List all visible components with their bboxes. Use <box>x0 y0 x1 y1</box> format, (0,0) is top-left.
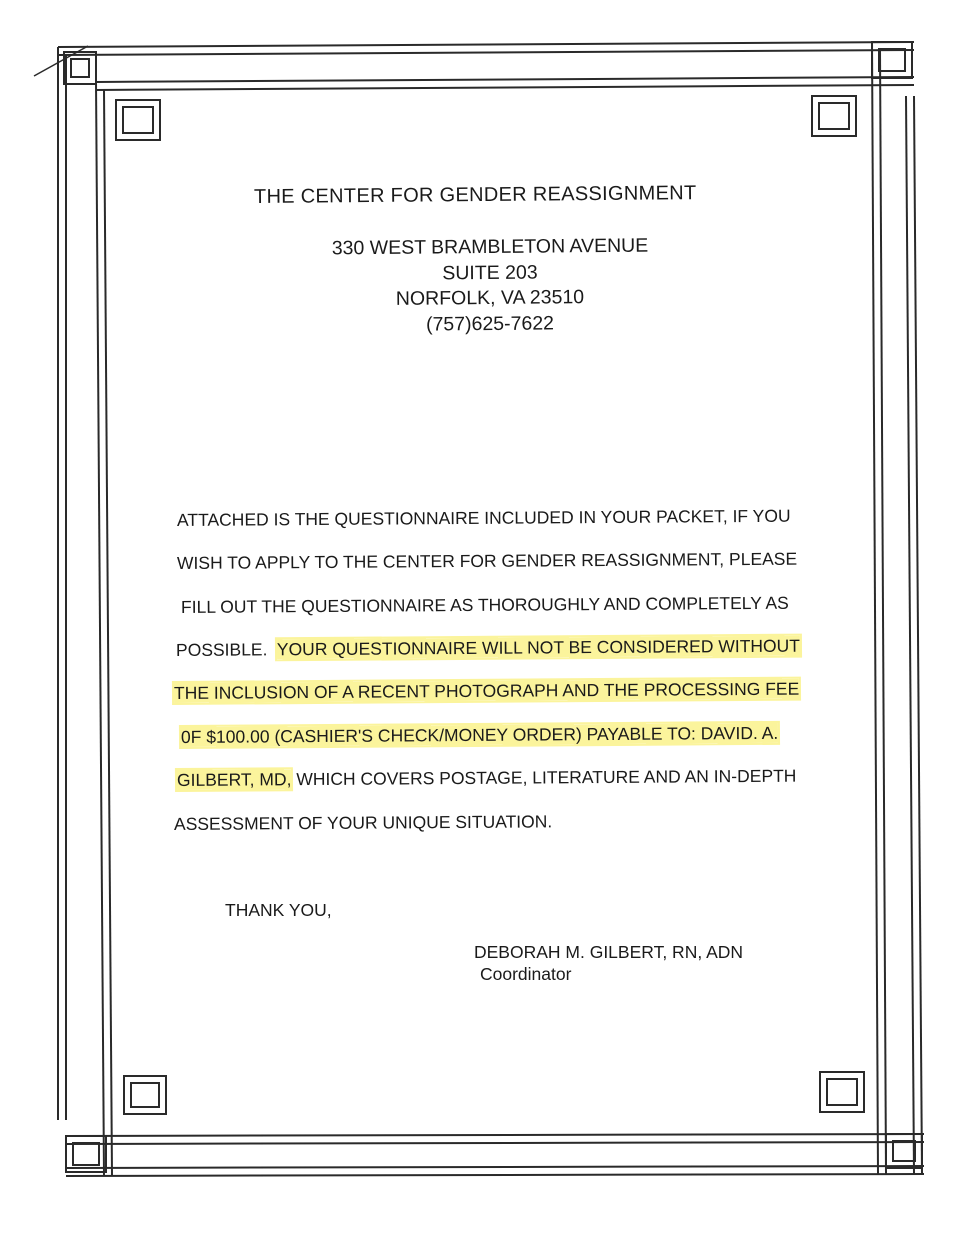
letter-text: POSSIBLE. <box>175 639 268 660</box>
letter-line <box>181 723 778 748</box>
phone-number: (757)625-7622 <box>425 312 555 336</box>
signer-name: DEBORAH M. GILBERT, RN, ADN <box>474 942 744 962</box>
highlighted-text: 0F $100.00 (CASHIER'S CHECK/MONEY ORDER) PAYABLE TO: DAVID. A. <box>180 722 779 747</box>
letter-line: ATTACHED IS THE QUESTIONNAIRE INCLUDED IN YOUR PACKET, IF YOU <box>176 505 791 530</box>
letter-line <box>176 636 800 661</box>
letter-line <box>174 679 799 704</box>
closing-text: THANK YOU, <box>225 900 332 920</box>
letter-line: FILL OUT THE QUESTIONNAIRE AS THOROUGHLY AND COMPLETELY AS <box>180 592 789 617</box>
letter-line: ASSESSMENT OF YOUR UNIQUE SITUATION. <box>173 811 553 834</box>
highlighted-text: YOUR QUESTIONNAIRE WILL NOT BE CONSIDERED WITHOUT <box>276 635 801 660</box>
address-suite: SUITE 203 <box>442 261 538 285</box>
letter-line: WISH TO APPLY TO THE CENTER FOR GENDER REASSIGNMENT, PLEASE <box>176 548 798 573</box>
letter-line <box>177 766 797 791</box>
organization-name: THE CENTER FOR GENDER REASSIGNMENT <box>253 182 697 208</box>
highlighted-text: GILBERT, MD, <box>176 769 292 790</box>
signer-title: Coordinator <box>480 964 572 984</box>
address-city: NORFOLK, VA 23510 <box>395 286 585 310</box>
highlighted-text: THE INCLUSION OF A RECENT PHOTOGRAPH AND THE PROCESSING FEE <box>173 678 800 703</box>
letter-text: WHICH COVERS POSTAGE, LITERATURE AND AN IN-DEPTH <box>296 765 797 790</box>
address-street: 330 WEST BRAMBLETON AVENUE <box>331 234 649 260</box>
